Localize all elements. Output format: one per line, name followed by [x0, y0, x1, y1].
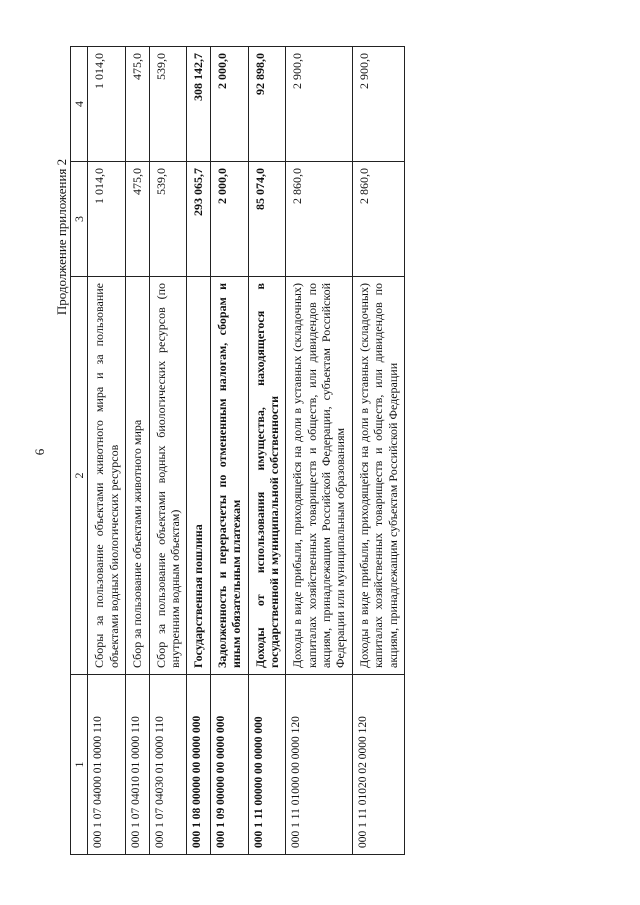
- row-value-col4: 308 142,7: [187, 47, 210, 162]
- row-name: Сбор за пользование объектами животного мира: [126, 277, 149, 675]
- row-name: Государственная пошлина: [187, 277, 210, 675]
- row-value-col3: 2 000,0: [210, 162, 248, 277]
- column-header-1: 1: [71, 675, 88, 855]
- rotated-table-container: [70, 47, 590, 855]
- row-value-col3: 2 860,0: [352, 162, 404, 277]
- column-header-3: 3: [71, 162, 88, 277]
- row-value-col4: 2 900,0: [286, 47, 353, 162]
- row-name: Сборы за пользование объектами животного мира и за пользование объектами водных биологических ресурсов: [88, 277, 126, 675]
- row-code: 000 1 11 00000 00 0000 000: [248, 675, 286, 855]
- table-row: [286, 47, 353, 855]
- row-value-col4: 92 898,0: [248, 47, 286, 162]
- row-value-col3: 475,0: [126, 162, 149, 277]
- row-name: Доходы в виде прибыли, приходящейся на доли в уставных (складочных) капиталах хозяйственных товариществ и обществ, или дивидендов по акциям, принадлежащим Российской Федерации, субъектам Российской Федерации или муниципальным образованиям: [286, 277, 353, 675]
- table-header-row: [71, 47, 88, 855]
- row-value-col4: 475,0: [126, 47, 149, 162]
- row-code: 000 1 09 00000 00 0000 000: [210, 675, 248, 855]
- page-number-text: 6: [32, 448, 47, 456]
- table-row: [88, 47, 126, 855]
- row-name: Доходы от использования имущества, находящегося в государственной и муниципальной собственности: [248, 277, 286, 675]
- row-code: 000 1 11 01000 00 0000 120: [286, 675, 353, 855]
- table-row: [187, 47, 210, 855]
- row-name: Сбор за пользование объектами водных биологических ресурсов (по внутренним водным объектам): [149, 277, 187, 675]
- row-code: 000 1 11 01020 02 0000 120: [352, 675, 404, 855]
- row-name: Доходы в виде прибыли, приходящейся на доли в уставных (складочных) капиталах хозяйственных товариществ и обществ, или дивидендов по акциям, принадлежащим субъектам Российской Федерации: [352, 277, 404, 675]
- row-value-col4: 2 000,0: [210, 47, 248, 162]
- appendix-caption-text: Продолжение приложения 2: [54, 158, 69, 316]
- table-row: [126, 47, 149, 855]
- row-name: Задолженность и перерасчеты по отмененным налогам, сборам и иным обязательным платежам: [210, 277, 248, 675]
- row-code: 000 1 07 04030 01 0000 110: [149, 675, 187, 855]
- row-value-col3: 539,0: [149, 162, 187, 277]
- row-value-col3: 85 074,0: [248, 162, 286, 277]
- row-value-col3: 293 065,7: [187, 162, 210, 277]
- table-row: [149, 47, 187, 855]
- row-value-col4: 539,0: [149, 47, 187, 162]
- row-value-col3: 1 014,0: [88, 162, 126, 277]
- row-value-col4: 1 014,0: [88, 47, 126, 162]
- row-code: 000 1 07 04010 01 0000 110: [126, 675, 149, 855]
- table-row: [210, 47, 248, 855]
- row-value-col4: 2 900,0: [352, 47, 404, 162]
- column-header-2: 2: [71, 277, 88, 675]
- column-header-4: 4: [71, 47, 88, 162]
- table-row: [248, 47, 286, 855]
- row-value-col3: 2 860,0: [286, 162, 353, 277]
- row-code: 000 1 07 04000 01 0000 110: [88, 675, 126, 855]
- row-code: 000 1 08 00000 00 0000 000: [187, 675, 210, 855]
- budget-table: [70, 46, 405, 855]
- table-row: [352, 47, 404, 855]
